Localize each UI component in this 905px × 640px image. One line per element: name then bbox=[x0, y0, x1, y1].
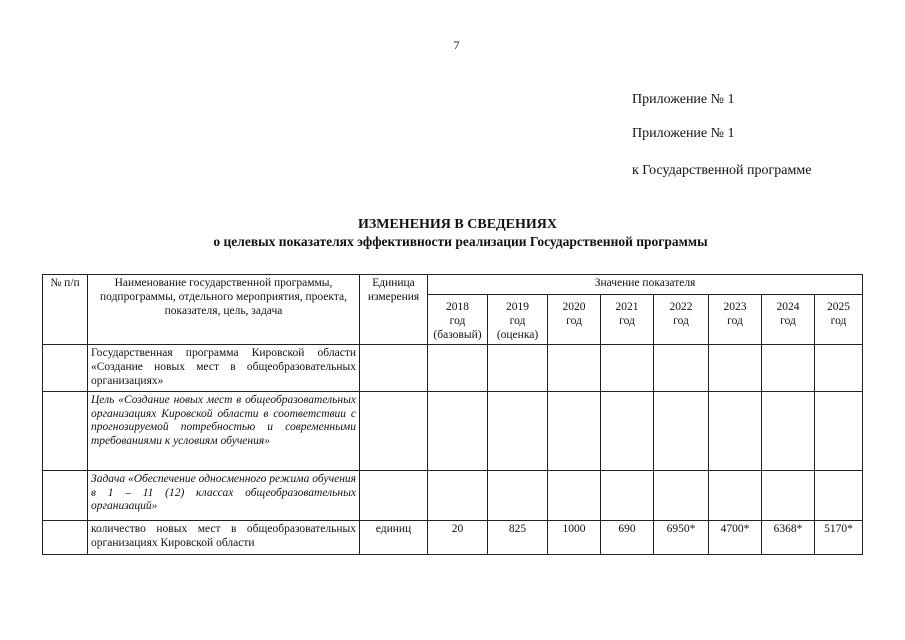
indicators-table bbox=[42, 274, 863, 555]
program-name: Государственная программа Кировской области «Создание новых мест в общеобразовательных организациях» bbox=[88, 345, 360, 391]
indicator-value: 690 bbox=[601, 520, 654, 554]
indicator-value: 6368* bbox=[762, 520, 815, 554]
document-subtitle: о целевых показателях эффективности реализации Государственной программы bbox=[213, 234, 708, 249]
year-header: 2025 год bbox=[815, 295, 863, 345]
indicator-value: 825 bbox=[488, 520, 548, 554]
header-unit: Единица измерения bbox=[360, 275, 428, 345]
year-header: 2020 год bbox=[548, 295, 601, 345]
task-name: Задача «Обеспечение односменного режима обучения в 1 – 11 (12) классах общеобразовательных организаций» bbox=[88, 470, 360, 520]
year-header: 2018 год (базовый) bbox=[428, 295, 488, 345]
table-row-indicator bbox=[43, 520, 863, 554]
year-header: 2022 год bbox=[654, 295, 709, 345]
indicator-unit: единиц bbox=[360, 520, 428, 554]
table-row-program bbox=[43, 345, 863, 391]
header-num: № п/п bbox=[43, 275, 88, 345]
header-row bbox=[43, 275, 863, 295]
indicator-value: 20 bbox=[428, 520, 488, 554]
year-header: 2019 год (оценка) bbox=[488, 295, 548, 345]
indicator-value: 1000 bbox=[548, 520, 601, 554]
indicator-name: количество новых мест в общеобразовательных организациях Кировской области bbox=[88, 520, 360, 554]
goal-name: Цель «Создание новых мест в общеобразовательных организациях Кировской области в соответствии с прогнозируемой потребностью и современными требованиями к условиям обучения» bbox=[88, 391, 360, 470]
year-header: 2023 год bbox=[709, 295, 762, 345]
appendix-line-3: к Государственной программе bbox=[632, 163, 812, 178]
document-title: ИЗМЕНЕНИЯ В СВЕДЕНИЯХ bbox=[357, 217, 558, 232]
appendix-line-2: Приложение № 1 bbox=[632, 126, 735, 141]
appendix-line-1: Приложение № 1 bbox=[632, 92, 735, 107]
indicator-value: 5170* bbox=[815, 520, 863, 554]
year-header: 2024 год bbox=[762, 295, 815, 345]
header-name: Наименование государственной программы, подпрограммы, отдельного мероприятия, проекта, показателя, цель, задача bbox=[88, 275, 360, 345]
year-header: 2021 год bbox=[601, 295, 654, 345]
indicator-value: 4700* bbox=[709, 520, 762, 554]
page-number: 7 bbox=[453, 38, 460, 52]
table-row-task bbox=[43, 470, 863, 520]
table-row-goal bbox=[43, 391, 863, 470]
header-value: Значение показателя bbox=[428, 275, 863, 295]
indicator-value: 6950* bbox=[654, 520, 709, 554]
